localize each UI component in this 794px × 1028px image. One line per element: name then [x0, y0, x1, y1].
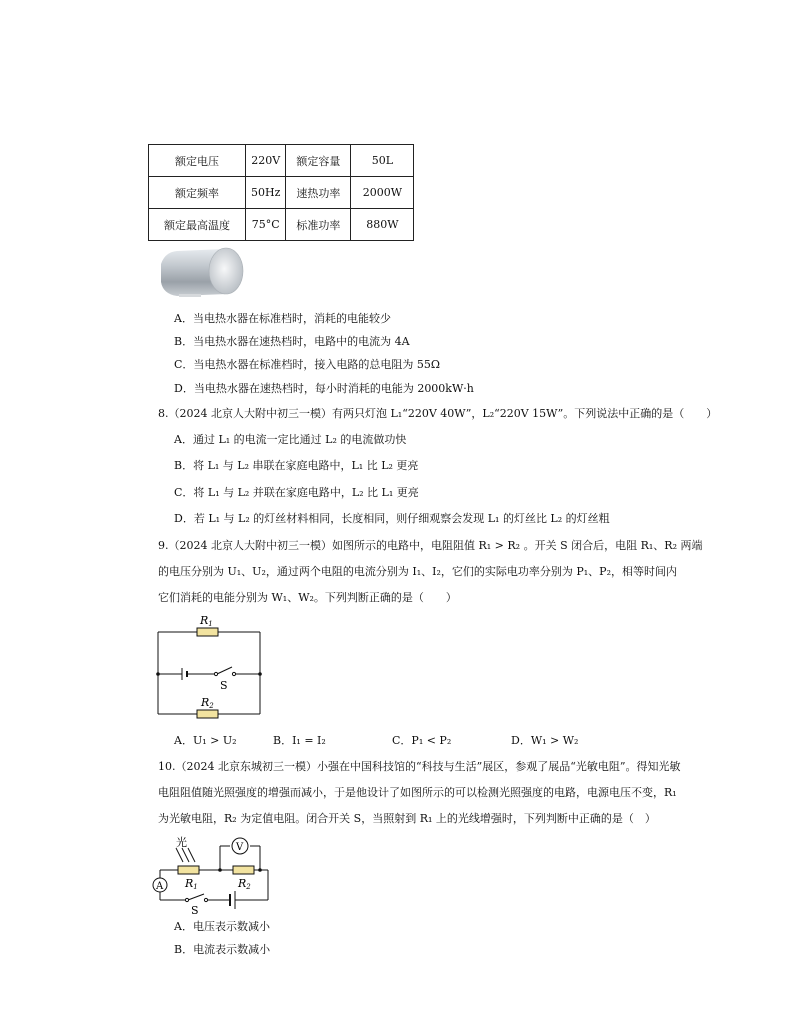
table-cell: 50Hz — [246, 177, 286, 209]
table-cell: 额定电压 — [149, 145, 246, 177]
table-cell: 220V — [246, 145, 286, 177]
q9-option-c: C．P₁ < P₂ — [392, 734, 452, 747]
switch-label: S — [220, 679, 228, 692]
r1-label: R1 — [200, 614, 213, 628]
table-cell: 75°C — [246, 209, 286, 241]
q8-option-b: B．将 L₁ 与 L₂ 串联在家庭电路中，L₁ 比 L₂ 更亮 — [174, 459, 419, 472]
q7-option-d: D．当电热水器在速热档时，每小时消耗的电能为 2000kW·h — [174, 382, 474, 395]
voltmeter-label: V — [236, 842, 244, 853]
table-row — [149, 177, 414, 209]
q10-option-a: A．电压表示数减小 — [174, 920, 270, 933]
table-cell: 额定最高温度 — [149, 209, 246, 241]
q7-option-b: B．当电热水器在速热档时，电路中的电流为 4A — [174, 335, 410, 348]
r2-label: R2 — [238, 877, 251, 891]
q8-option-a: A．通过 L₁ 的电流一定比通过 L₂ 的电流做功快 — [174, 433, 407, 446]
q10-circuit-diagram — [150, 834, 280, 914]
q10-stem-line3: 为光敏电阻，R₂ 为定值电阻。闭合开关 S，当照射到 R₁ 上的光线增强时，下列判断中正确的是（ ） — [158, 812, 656, 825]
table-cell: 额定容量 — [286, 145, 351, 177]
q9-option-b: B．I₁ = I₂ — [273, 734, 326, 747]
q9-stem-line2: 的电压分别为 U₁、U₂，通过两个电阻的电流分别为 I₁、I₂，它们的实际电功率分别为 P₁、P₂，相等时间内 — [158, 565, 677, 578]
q10-option-b: B．电流表示数减小 — [174, 943, 271, 956]
q10-stem-line1: 10.（2024 北京东城初三一模）小强在中国科技馆的“科技与生活”展区，参观了展品“光敏电阻”。得知光敏 — [158, 760, 681, 773]
q7-option-a: A．当电热水器在标准档时，消耗的电能较少 — [174, 312, 391, 325]
table-row — [149, 145, 414, 177]
q10-stem-line2: 电阻阻值随光照强度的增强而减小，于是他设计了如图所示的可以检测光照强度的电路，电源电压不变，R₁ — [158, 786, 677, 799]
q8-stem: 8.（2024 北京人大附中初三一模）有两只灯泡 L₁“220V 40W”，L₂“220V 15W”。下列说法中正确的是（ ） — [158, 407, 718, 420]
q8-option-d: D．若 L₁ 与 L₂ 的灯丝材料相同，长度相同，则仔细观察会发现 L₁ 的灯丝比 L₂ 的灯丝粗 — [174, 512, 610, 525]
q9-option-a: A．U₁ > U₂ — [174, 734, 237, 747]
r1-label: R1 — [185, 877, 198, 891]
q9-stem-line1: 9.（2024 北京人大附中初三一模）如图所示的电路中，电阻阻值 R₁ > R₂ 。开关 S 闭合后，电阻 R₁、R₂ 两端 — [158, 539, 703, 552]
table-row — [149, 209, 414, 241]
ammeter-label: A — [156, 881, 164, 892]
q8-option-c: C．将 L₁ 与 L₂ 并联在家庭电路中，L₂ 比 L₁ 更亮 — [174, 486, 419, 499]
q9-option-d: D．W₁ > W₂ — [511, 734, 579, 747]
q9-circuit-diagram — [150, 610, 270, 722]
table-cell: 50L — [351, 145, 414, 177]
table-cell: 2000W — [351, 177, 414, 209]
switch-label: S — [191, 904, 199, 914]
r2-label: R2 — [201, 696, 214, 710]
q9-stem-line3: 它们消耗的电能分别为 W₁、W₂。下列判断正确的是（ ） — [158, 591, 457, 604]
light-label: 光 — [176, 836, 187, 849]
table-cell: 880W — [351, 209, 414, 241]
table-cell: 额定频率 — [149, 177, 246, 209]
table-cell: 速热功率 — [286, 177, 351, 209]
q7-option-c: C．当电热水器在标准档时，接入电路的总电阻为 55Ω — [174, 358, 441, 371]
table-cell: 标准功率 — [286, 209, 351, 241]
water-heater-image — [155, 246, 247, 302]
spec-table — [148, 144, 414, 241]
